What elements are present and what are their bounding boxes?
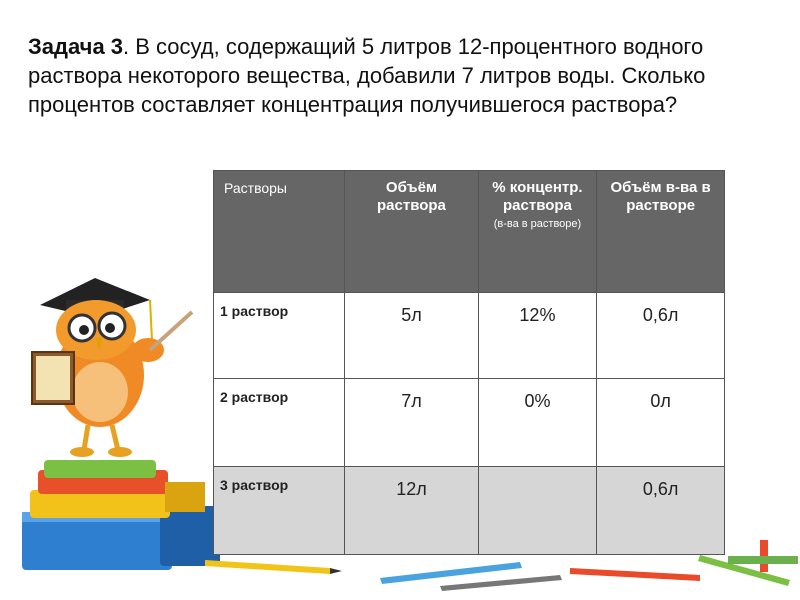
- books-icon: [22, 460, 220, 570]
- problem-text: . В сосуд, содержащий 5 литров 12-процентного водного раствора некоторого вещества, добавили 7 литров воды. Сколько процентов составляет концентрация получившегося раствора?: [28, 34, 706, 117]
- cell-volume: 7л: [345, 379, 478, 467]
- cell-substance: 0л: [597, 379, 725, 467]
- header-solutions: Растворы: [214, 171, 345, 293]
- header-concentration-label: % концентр. раствора: [492, 179, 583, 214]
- cell-percent: 12%: [478, 293, 597, 379]
- cell-percent: 0%: [478, 379, 597, 467]
- problem-label: Задача: [28, 34, 111, 59]
- solutions-table: [213, 170, 725, 555]
- cell-volume: 12л: [345, 467, 478, 555]
- header-concentration-note: (в-ва в растворе): [493, 218, 582, 230]
- problem-number: 3: [110, 34, 124, 59]
- cell-substance: 0,6л: [597, 293, 725, 379]
- row-label: 3 раствор: [214, 467, 345, 555]
- row-label: 2 раствор: [214, 379, 345, 467]
- table-row: [214, 467, 725, 555]
- header-concentration: [478, 171, 597, 293]
- table-header-row: [214, 171, 725, 293]
- header-volume: Объём раствора: [345, 171, 478, 293]
- header-substance-volume: Объём в-ва в растворе: [597, 171, 725, 293]
- row-label: 1 раствор: [214, 293, 345, 379]
- cell-substance: 0,6л: [597, 467, 725, 555]
- cell-percent: [478, 467, 597, 555]
- owl-teacher-icon: [32, 278, 192, 457]
- table-row: [214, 379, 725, 467]
- table-row: [214, 293, 725, 379]
- cell-volume: 5л: [345, 293, 478, 379]
